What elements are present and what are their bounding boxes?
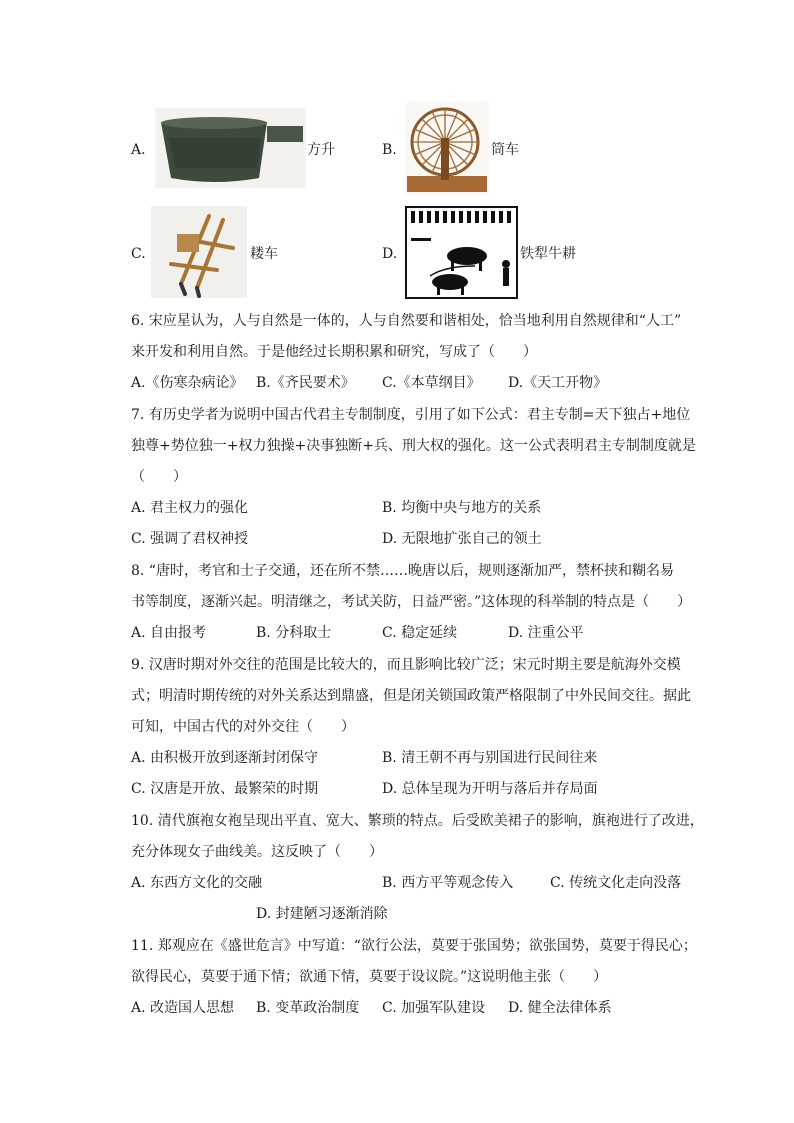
ox-plough-mural-image <box>405 206 518 299</box>
question-9-line-2: 式；明清时期传统的对外关系达到鼎盛，但是闭关锁国政策严格限制了中外民间交往。据此 <box>131 688 691 704</box>
question-6-option-b: B.《齐民要术》 <box>256 375 355 391</box>
option-b-caption: 筒车 <box>491 142 519 158</box>
option-d-caption: 铁犁牛耕 <box>520 246 576 262</box>
question-6-option-c: C.《本草纲目》 <box>382 375 481 391</box>
question-8-line-1: 8. “唐时，考官和士子交通，还在所不禁……晚唐以后，规则逐渐加严，禁杯挟和糊名易 <box>131 563 674 579</box>
question-11-line-2: 欲得民心，莫要于通下情；欲通下情，莫要于设议院。”这说明他主张（ ） <box>131 969 608 985</box>
question-11-option-b: B. 变革政治制度 <box>256 1000 360 1016</box>
question-8-line-2: 书等制度，逐渐兴起。明清继之，考试关防，日益严密。”这体现的科举制的特点是（ ） <box>131 594 692 610</box>
question-7-option-c: C. 强调了君权神授 <box>131 531 249 547</box>
question-7-option-d: D. 无限地扩张自己的领土 <box>382 531 542 547</box>
question-8-option-b: B. 分科取士 <box>256 625 332 641</box>
waterwheel-image <box>405 102 489 194</box>
question-7-line-2: 独尊+势位独一+权力独操+决事独断+兵、刑大权的强化。这一公式表明君主专制制度就是 <box>131 438 696 454</box>
option-a-caption: 方升 <box>307 142 335 158</box>
question-7-option-a: A. 君主权力的强化 <box>131 500 249 516</box>
question-10-option-c: C. 传统文化走向没落 <box>550 875 682 891</box>
question-10-line-2: 充分体现女子曲线美。这反映了（ ） <box>131 844 383 860</box>
question-9-option-b: B. 清王朝不再与别国进行民间往来 <box>382 750 598 766</box>
question-9-option-c: C. 汉唐是开放、最繁荣的时期 <box>131 781 319 797</box>
option-b-letter: B. <box>382 142 397 158</box>
question-10-option-d: D. 封建陋习逐渐消除 <box>256 906 388 922</box>
question-7-line-1: 7. 有历史学者为说明中国古代君主专制制度，引用了如下公式：君主专制=天下独占+地位 <box>131 407 691 423</box>
question-10-option-a: A. 东西方文化的交融 <box>131 875 263 891</box>
question-11-option-c: C. 加强军队建设 <box>382 1000 486 1016</box>
question-11-line-1: 11. 郑观应在《盛世危言》中写道：“欲行公法，莫要于张国势；欲张国势，莫要于得民心； <box>131 938 697 954</box>
question-10-line-1: 10. 清代旗袍女袍呈现出平直、宽大、繁琐的特点。后受欧美裙子的影响，旗袍进行了改进， <box>131 813 704 829</box>
square-sheng-image <box>155 108 306 188</box>
question-8-option-a: A. 自由报考 <box>131 625 207 641</box>
question-9-line-1: 9. 汉唐时期对外交往的范围是比较大的，而且影响比较广泛；宋元时期主要是航海外交模 <box>131 657 681 673</box>
question-8-option-d: D. 注重公平 <box>508 625 584 641</box>
option-d-letter: D. <box>382 246 398 262</box>
question-9-option-d: D. 总体呈现为开明与落后并存局面 <box>382 781 598 797</box>
question-11-option-a: A. 改造国人思想 <box>131 1000 235 1016</box>
question-9-line-3: 可知，中国古代的对外交往（ ） <box>131 719 355 735</box>
question-6-option-a: A.《伤寒杂病论》 <box>131 375 244 391</box>
option-c-letter: C. <box>131 246 146 262</box>
question-7-option-b: B. 均衡中央与地方的关系 <box>382 500 542 516</box>
question-11-option-d: D. 健全法律体系 <box>508 1000 612 1016</box>
option-c-caption: 耧车 <box>250 246 278 262</box>
question-7-line-3: （ ） <box>131 469 187 485</box>
seed-drill-image <box>151 206 247 298</box>
question-6-line-2: 来开发和利用自然。于是他经过长期积累和研究，写成了（ ） <box>131 344 537 360</box>
question-8-option-c: C. 稳定延续 <box>382 625 458 641</box>
question-6-line-1: 6. 宋应星认为，人与自然是一体的，人与自然要和谐相处，恰当地利用自然规律和“人工” <box>131 313 682 329</box>
question-9-option-a: A. 由积极开放到逐渐封闭保守 <box>131 750 319 766</box>
option-a-letter: A. <box>131 142 146 158</box>
question-6-option-d: D.《天工开物》 <box>508 375 608 391</box>
question-10-option-b: B. 西方平等观念传入 <box>382 875 514 891</box>
